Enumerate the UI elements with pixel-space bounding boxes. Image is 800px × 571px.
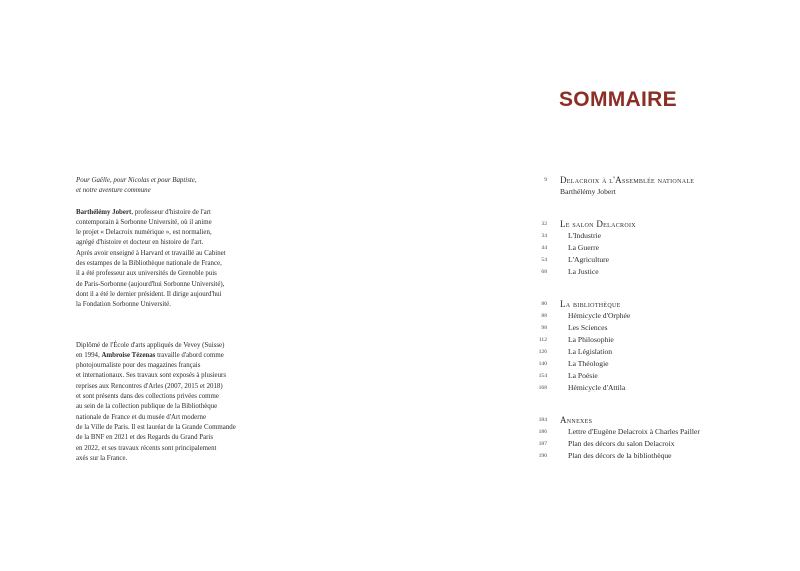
toc-item[interactable] — [530, 450, 780, 462]
page-number: 54 — [541, 257, 547, 263]
page-number: 126 — [538, 349, 547, 355]
toc-item-label: Hémicycle d'Attila — [568, 383, 626, 392]
toc-item[interactable] — [530, 322, 780, 334]
toc-item-label: La Législation — [568, 347, 613, 356]
section-title: Delacroix à l'Assemblée nationale — [560, 175, 695, 185]
toc-item-label: La Philosophie — [568, 335, 614, 344]
page-number: 140 — [538, 361, 547, 367]
toc-item[interactable] — [530, 230, 780, 242]
page-number: 68 — [541, 269, 547, 275]
page-title: SOMMAIRE — [559, 88, 677, 111]
toc-item[interactable] — [530, 254, 780, 266]
toc-item[interactable] — [530, 426, 780, 438]
toc-item-label: Les Sciences — [568, 323, 608, 332]
page-number: 186 — [538, 429, 547, 435]
page-number: 184 — [538, 417, 547, 423]
toc-item[interactable] — [530, 242, 780, 254]
page-number: 32 — [541, 221, 547, 227]
toc-item-label: L'Industrie — [568, 231, 602, 240]
left-column — [76, 176, 286, 494]
page-number: 34 — [541, 233, 547, 239]
toc-item[interactable] — [530, 310, 780, 322]
toc-item-label: Lettre d'Eugène Delacroix à Charles Pailler — [568, 427, 700, 436]
toc-section-2 — [530, 218, 780, 278]
toc-item-label: La Guerre — [568, 243, 599, 252]
toc-item[interactable] — [530, 346, 780, 358]
toc-item-label: La Justice — [568, 267, 599, 276]
toc-section-1 — [530, 174, 780, 198]
toc-item-label: L'Agriculture — [568, 255, 610, 264]
toc-item[interactable] — [530, 358, 780, 370]
toc-item-label: Plan des décors de la bibliothèque — [568, 451, 672, 460]
toc-item-label: La Théologie — [568, 359, 609, 368]
toc-item[interactable] — [530, 382, 780, 394]
dedication: Pour Gaëlle, pour Nicolas et pour Baptiste, et notre aventure commune — [76, 177, 197, 195]
section-title: La bibliothèque — [560, 299, 621, 309]
photographer-bio-pre: Diplômé de l'École d'arts appliqués de Vevey (Suisse) en 1994, — [76, 341, 225, 359]
page-number: 44 — [541, 245, 547, 251]
page-number: 88 — [541, 313, 547, 319]
section-title: Le salon Delacroix — [560, 219, 636, 229]
photographer-name: Ambroise Tézenas — [101, 351, 156, 359]
toc-section-heading[interactable] — [530, 174, 780, 186]
toc-item[interactable] — [530, 370, 780, 382]
author-bio — [76, 208, 286, 311]
page-number: 187 — [538, 441, 547, 447]
toc-item-label: Plan des décors du salon Delacroix — [568, 439, 675, 448]
toc-section-heading[interactable] — [530, 218, 780, 230]
page-number: 168 — [538, 385, 547, 391]
toc-item[interactable] — [530, 334, 780, 346]
toc-section-3 — [530, 298, 780, 394]
toc-item-label: La Poésie — [568, 371, 598, 380]
table-of-contents — [530, 174, 780, 482]
author-bio-text: , professeur d'histoire de l'art contemporain à Sorbonne Université, où il anime le projet « Delacroix numérique », est normalien, agrégé d'histoire et docteur en histoire de l'art. Après avoir enseigné à Harvard et travaillé au Cabinet des estampes de la Bibliothèque nationale de France, il a été professeur aux universités de Grenoble puis de Paris-Sorbonne (aujourd'hui Sorbonne Université), dont il a été le dernier président. Il dirige aujourd'hui la Fondation Sorbonne Université. — [76, 208, 226, 309]
toc-section-heading[interactable] — [530, 414, 780, 426]
toc-item[interactable] — [530, 438, 780, 450]
section-title: Annexes — [560, 415, 593, 425]
photographer-bio — [76, 341, 286, 465]
toc-author-row — [530, 186, 780, 198]
page-number: 154 — [538, 373, 547, 379]
page-number: 80 — [541, 301, 547, 307]
photographer-bio-text: travaille d'abord comme photojournaliste pour des magazines français et internationaux. Ses travaux sont exposés à plusieurs reprises aux Rencontres d'Arles (2007, 2015 et 2018) et sont présents dans des collections privées comme au sein de la collection publique de la Bibliothèque nationale de France et du musée d'Art moderne de la Ville de Paris. Il est lauréat de la Grande Commande de la BNF en 2021 et des Regards du Grand Paris en 2022, et ses travaux récents sont principalement axés sur la France. — [76, 351, 236, 462]
page-number: 9 — [544, 177, 547, 183]
page-number: 190 — [538, 453, 547, 459]
page-number: 98 — [541, 325, 547, 331]
toc-item-label: Hémicycle d'Orphée — [568, 311, 631, 320]
section-author: Barthélémy Jobert — [560, 187, 616, 196]
toc-section-heading[interactable] — [530, 298, 780, 310]
toc-item[interactable] — [530, 266, 780, 278]
author-name: Barthélémy Jobert — [76, 208, 132, 216]
toc-section-4 — [530, 414, 780, 462]
page-number: 112 — [538, 337, 547, 343]
